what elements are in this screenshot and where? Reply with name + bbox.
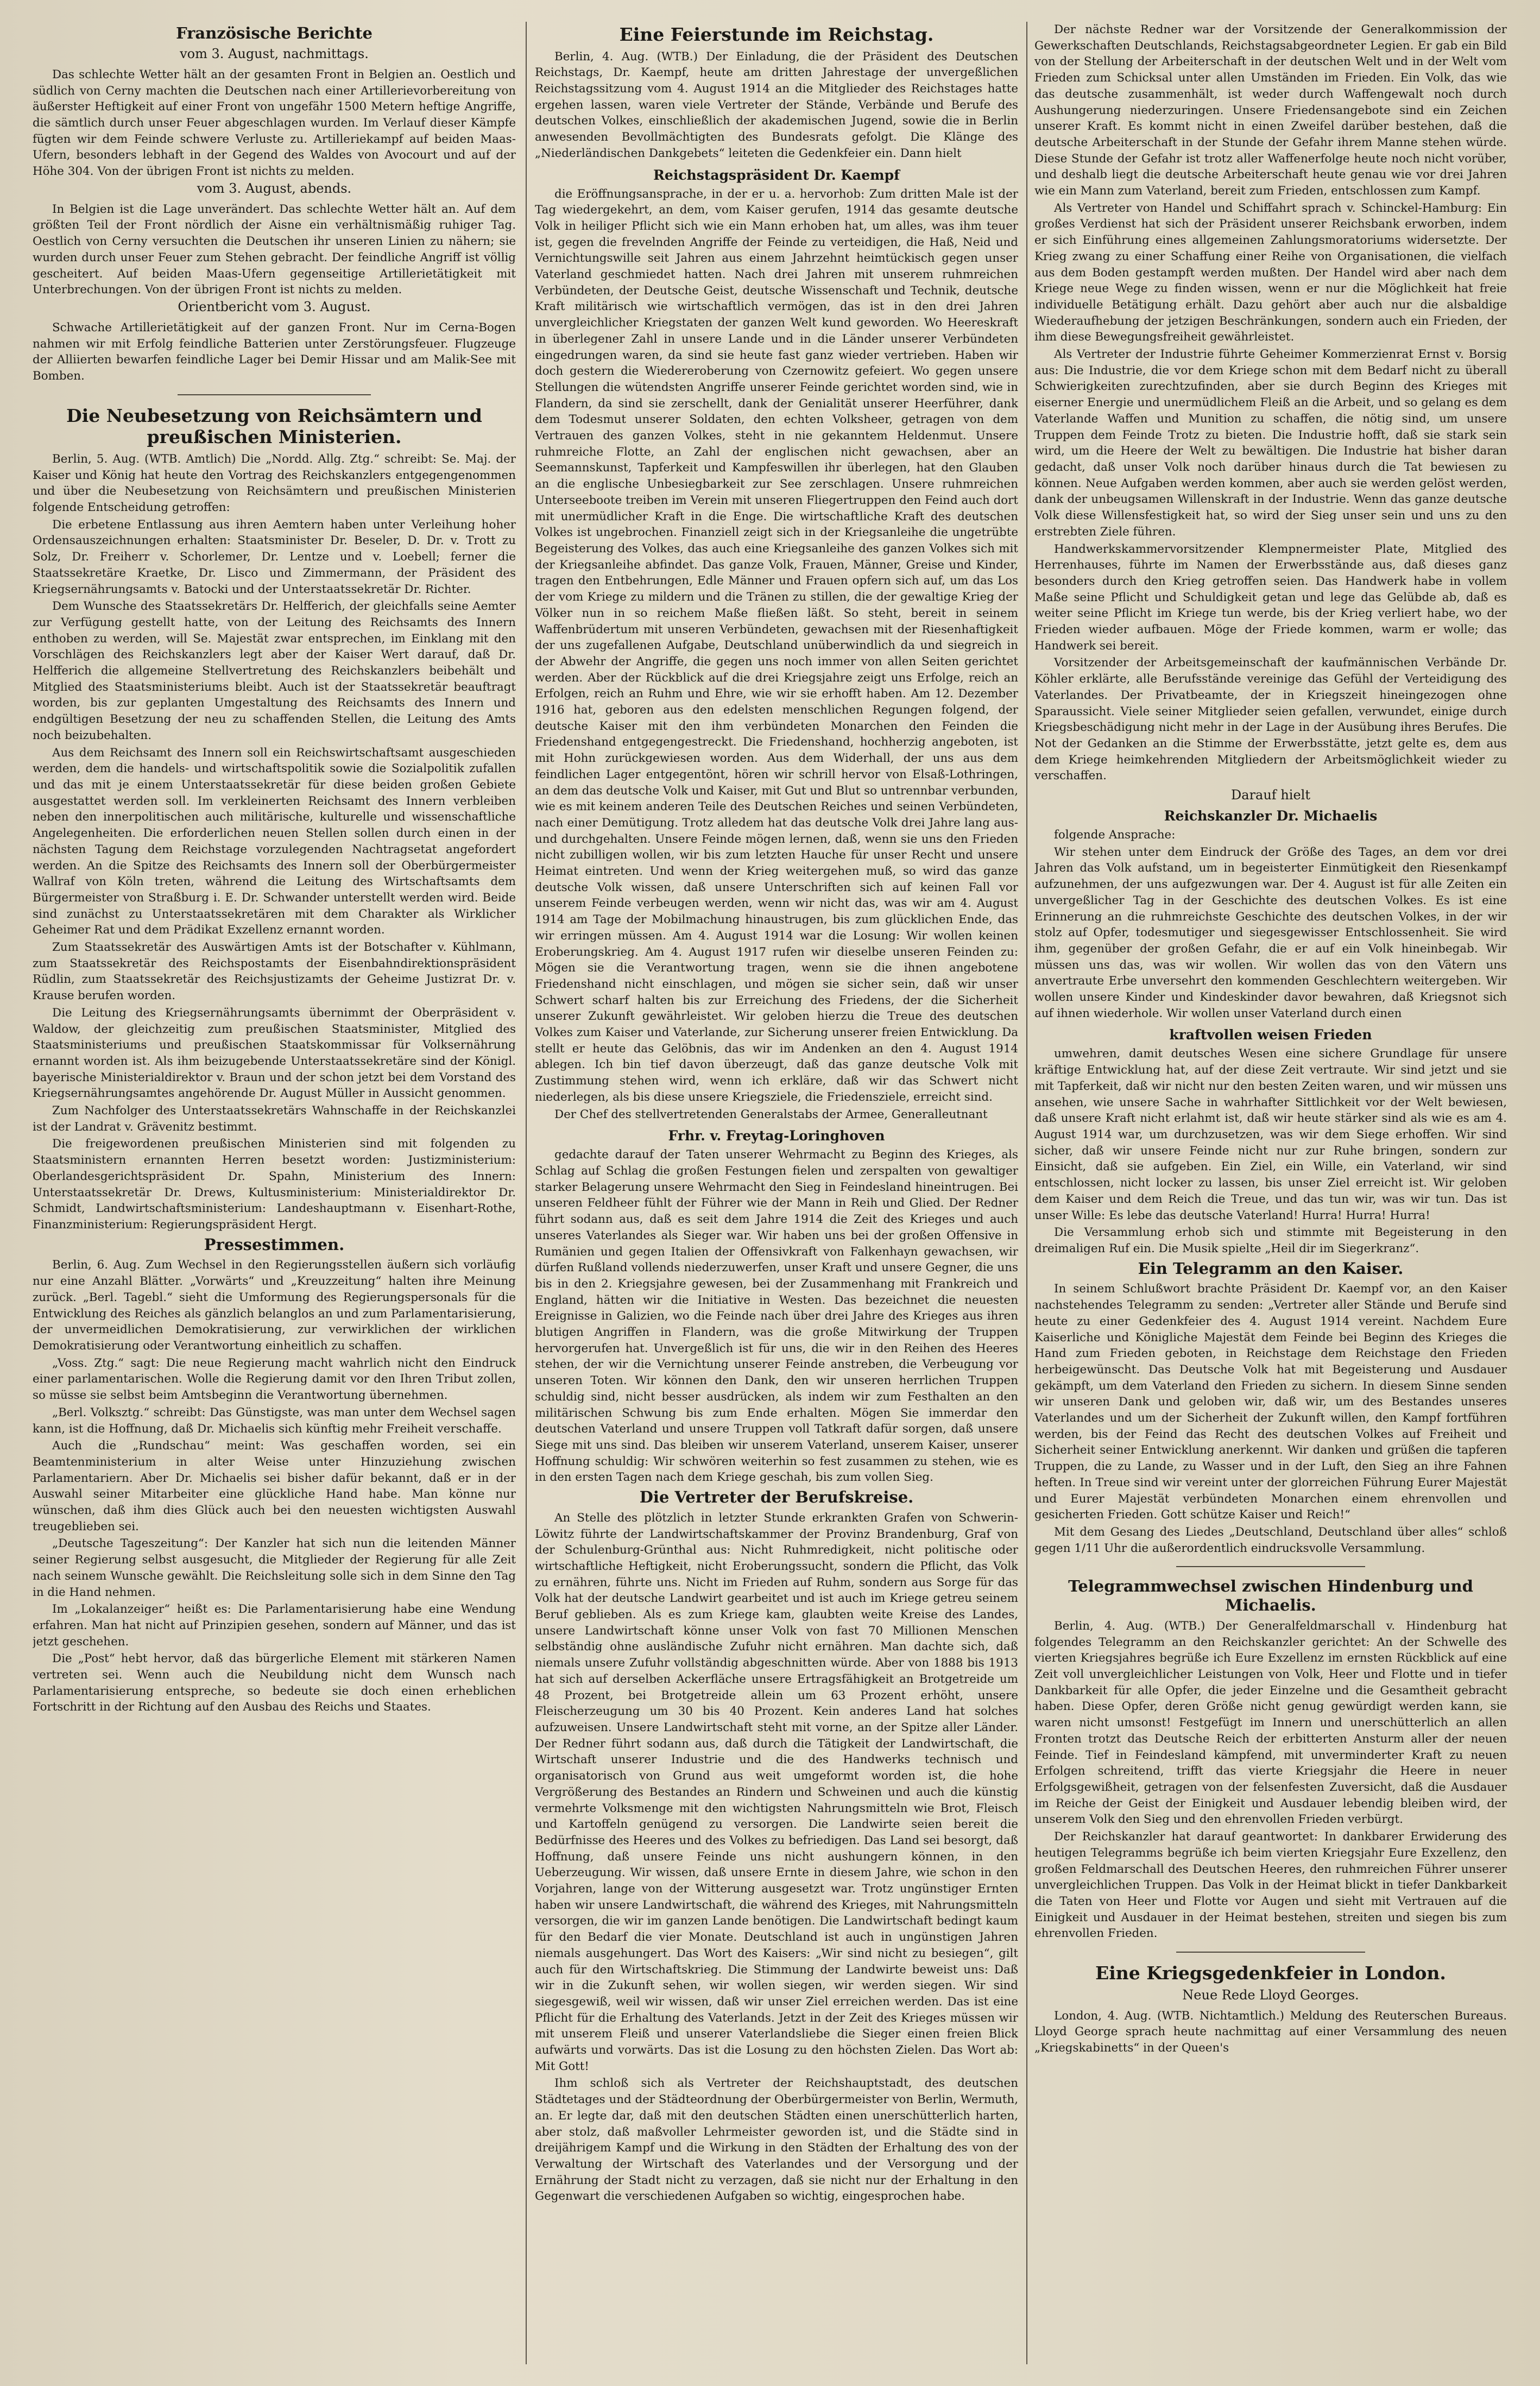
paragraph: In Belgien ist die Lage unverändert. Das schlechte Wetter hält an. Auf dem größten Teil der Front nördlich der Aisne ein verhältnismäßig ruhiger Tag. Oestlich von Cerny versuchten die Deutschen ihr unseren Linien zu nähern; sie wurden durch unser Feuer zum Stehen gebracht. Der feindliche Angriff ist völlig gescheitert. Auf beiden Maas-Ufern gegenseitige Artillerietätigkeit mit Unterbrechungen. Von der übrigen Front ist nichts zu melden. <box>33 202 516 297</box>
column-right <box>1034 22 1507 2370</box>
paragraph: Das schlechte Wetter hält an der gesamten Front in Belgien an. Oestlich und südlich von Cerny machten die Deutschen nach einer Artillerievorbereitung von äußerster Heftigkeit auf einer Front von ungefähr 1500 Metern heftige Angriffe, die sämtlich durch unser Feuer abgeschlagen wurden. Im Verlauf dieser Kämpfe fügten wir dem Feinde schwere Verluste zu. Artilleriekampf auf beiden Maas-Ufern, besonders lebhaft in der Gegend des Waldes von Avocourt und auf der Höhe 304. Von der übrigen Front ist nichts zu melden. <box>33 67 516 179</box>
article-subheading: vom 3. August, abends. <box>197 180 352 196</box>
paragraph: Berlin, 4. Aug. (WTB.) Der Einladung, die der Präsident des Deutschen Reichstags, Dr. Kaempf, heute am dritten Jahrestage der unvergeßlichen Reichstagssitzung vom 4. August 1914 an die Mitglieder des Reichstages hatte ergehen lassen, waren viele Vertreter der Stände, Verbände und Berufe des deutschen Volkes, einschließlich der akademischen Jugend, sowie die in Berlin anwesenden Bevollmächtigten des Bundesrats gefolgt. Die Klänge des „Niederländischen Dankgebets“ leiteten die Gedenkfeier ein. Dann hielt <box>535 49 1018 160</box>
paragraph: folgende Ansprache: <box>1054 828 1176 842</box>
article-subheading: vom 3. August, nachmittags. <box>180 46 369 61</box>
paragraph: die Eröffnungsansprache, in der er u. a. hervorhob: Zum dritten Male ist der Tag wiedergekehrt, an dem, vom Kaiser gerufen, 1914 das gesamte deutsche Volk in heiliger Pflicht sich wie ein Mann erhoben hat, um alles, was ihm teuer ist, gegen die frevelnden Angriffe der Feinde zu verteidigen, die Haß, Neid und Vernichtungswille seit Jahren aus einem Jahrzehnt heimtückisch gegen unser Vaterland geschmiedet hatten. Nach drei Jahren mit unserem ruhmreichen Verbündeten, der Deutsche Geist, deutsche Wissenschaft und Technik, deutsche Kraft militärisch wie wirtschaftlich vermögen, das ist in den drei Jahren unvergleichlicher Kriegstaten der ganzen Welt kund geworden. Wo Heereskraft in überlegener Zahl in unsere Lande und in die Länder unserer Verbündeten eingedrungen waren, da sind sie heute fast ganz wieder vertrieben. Haben wir doch gestern die Wiedereroberung von Czernowitz gefeiert. Wo gegen unsere Stellungen die wütendsten Angriffe unserer Feinde gerichtet worden sind, wie in Flandern, da sind sie zerschellt, dank der Genialität unserer Heerführer, dank dem Todesmut unserer Soldaten, den echten Volksheer, getragen von dem Vertrauen des ganzen Volkes, steht in nie gekanntem Heldenmut. Unsere ruhmreiche Flotte, an Zahl der englischen nicht gewachsen, aber an Seemannskunst, Tapferkeit und Kampfeswillen ihr überlegen, hat den Glauben an die englische Unbesiegbarkeit zur See zerschlagen. Unsere ruhmreichen Unterseeboote treiben im Verein mit unseren Fliegertruppen den Feind auch dort mit unermüdlicher Kraft in die Enge. Die wirtschaftliche Kraft des deutschen Volkes ist ungebrochen. Finanziell zeigt sich in der Kriegsanleihe die ungetrübte Begeisterung des Volkes, das auch eine Kriegsanleihe des ganzen Volkes sich mit der Kriegsanleihe abfindet. Das ganze Volk, Frauen, Männer, Greise und Kinder, tragen den Entbehrungen, Edle Männer und Frauen opfern sich auf, um das Los der vom Kriege zu mildern und die Tränen zu stillen, die der gewaltige Krieg der Völker nun in so reichem Maße fließen läßt. So steht, bereit in seinem Waffenbrüdertum mit unseren Verbündeten, gewachsen mit der Riesenhaftigkeit der uns zugefallenen Aufgabe, Deutschland unüberwindlich da und siegreich in der Abwehr der Angriffe, die gegen uns noch immer von allen Seiten gerichtet werden. Aber der Rückblick auf die drei Kriegsjahre zeigt uns Erfolge, reich an Erfolgen, reich an Ruhm und Ehre, wie wir sie erhofft haben. Am 12. Dezember 1916 hat, geboren aus den edelsten menschlichen Regungen folgend, der deutsche Kaiser mit den ihm verbündeten Monarchen den Feinden die Friedenshand entgegengestreckt. Die Friedenshand, hochherzig angeboten, ist mit Hohn zurückgewiesen worden. Aus dem Widerhall, der uns aus dem feindlichen Lager entgegentönt, hören wir schrill hervor von Elsaß-Lothringen, an dem das deutsche Volk und Kaiser, mit Gut und Blut so untrennbar verbunden, wie es mit keinem anderen Teile des Deutschen Reiches und seinen Verbündeten, nach einer Demütigung. Trotz alledem hat das deutsche Volk drei Jahre lang aus- und durchgehalten. Unsere Feinde mögen lernen, daß, wenn sie uns den Frieden nicht zubilligen wollen, wir bis zum letzten Hauche für unser Recht und unsere Heimat eintreten. Und wenn der Krieg weitergehen muß, so wird das ganze deutsche Volk wissen, daß unsere Unterschriften sich auf keinen Fall vor unserem Feinde verbeugen werden, wenn wir nicht das, was wir am 4. August 1914 am Tage der Mobilmachung hinaustrugen, bis zum glücklichen Ende, das wir erringen müssen. Am 4. August 1914 war die Losung: Wir wollen keinen Eroberungskrieg. Am 4. August 1917 rufen wir dieselbe unseren Feinden zu: Mögen sie die Verantwortung tragen, wenn sie die ihnen angebotene Friedenshand nicht einschlagen, und mögen sie sicher sein, daß wir unser Schwert scharf halten bis zur Erreichung des Friedens, der die Sicherheit unserer Zukunft gewährleistet. Wir geloben hierzu die Treue des deutschen Volkes zum Kaiser und Vaterlande, zur Sicherung unserer freien Entwicklung. Da stellt er heute das Gelöbnis, das wir im Andenken an den 4. August 1914 ablegen. Ich bin tief davon überzeugt, daß das ganze deutsche Volk mit Zustimmung stehen wird, wenn ich erkläre, daß wir das Schwert nicht niederlegen, als bis diese unsere Kriegsziele, die Friedensziele, erreicht sind. <box>535 187 1018 1104</box>
paragraph: Vorsitzender der Arbeitsgemeinschaft der kaufmännischen Verbände Dr. Köhler erklärte, alle Berufsstände vereinige das Gefühl der Verteidigung des Vaterlandes. Der Privatbeamte, der in Kriegszeit hineingezogen ohne Sparaussicht. Viele seiner Mitglieder seien gefallen, verwundet, einige durch Kriegsbeschädigung nicht mehr in der Lage in der Ausübung ihres Berufes. Die Not der Gedanken an die Stimme der Erwerbsstätte, jetzt gelte es, dem aus dem Kriege heimkehrenden Mitgliedern der Arbeitsmöglichkeit wieder zu verschaffen. <box>1034 656 1507 783</box>
paragraph: „Deutsche Tageszeitung“: Der Kanzler hat sich nun die leitenden Männer seiner Regierung selbst ausgesucht, die Mitglieder der Regierung für alle Zeit nach seinem Wunsche gewählt. Die Reichsleitung solle sich in dem Sinne den Tag in die Hand nehmen. <box>33 1537 516 1599</box>
article-heading: Telegrammwechsel zwischen Hindenburg und Michaelis. <box>1068 1577 1473 1615</box>
paragraph: Schwache Artillerietätigkeit auf der ganzen Front. Nur im Cerna-Bogen nahmen wir mit Erfolg feindliche Batterien unter Zerstörungsfeuer. Flugzeuge der Alliierten bewarfen feindliche Lager bei Demir Hissar und am Malik-See mit Bomben. <box>33 320 516 383</box>
article-heading: Die Neubesetzung von Reichsämtern und preußischen Ministerien. <box>66 405 482 448</box>
paragraph: Dem Wunsche des Staatssekretärs Dr. Helfferich, der gleichfalls seine Aemter zur Verfügung gestellt hatte, von der Leitung des Reichsamts des Innern enthoben zu werden, will Se. Majestät zwar entsprechen, im Einklang mit den Vorschlägen des Reichskanzlers legt aber der Kaiser Wert darauf, daß Dr. Helfferich die allgemeine Stellvertretung des Reichskanzlers beibehält und Mitglied des Staatsministeriums bleibt. Auch ist der Staatssekretär beauftragt worden, bis zur geplanten Umgestaltung des Reichsamts des Innern und endgültigen Besetzung der neu zu schaffenden Stellen, die Leitung des Amts noch beizubehalten. <box>33 599 516 742</box>
paragraph: Die Versammlung erhob sich und stimmte mit Begeisterung in den dreimaligen Ruf ein. Die Musik spielte „Heil dir im Siegerkranz“. <box>1034 1226 1507 1255</box>
paragraph: Auch die „Rundschau“ meint: Was geschaffen worden, sei ein Beamtenministerium in alter Weise unter Hinzuziehung zwischen Parlamentariern. Aber Dr. Michaelis sei bisher dafür bekannt, daß er in der Auswahl seiner Mitarbeiter eine glückliche Hand habe. Man könne nur wünschen, daß ihm dies Glück auch bei den neuesten wichtigsten Auswahl treugeblieben sei. <box>33 1439 516 1533</box>
article-heading: Ein Telegramm an den Kaiser. <box>1138 1259 1404 1278</box>
speaker-heading: Reichstagspräsident Dr. Kaempf <box>653 167 900 183</box>
article-heading: Eine Feierstunde im Reichstag. <box>619 24 934 45</box>
article-heading: Pressestimmen. <box>204 1235 345 1254</box>
paragraph: An Stelle des plötzlich in letzter Stunde erkrankten Grafen von Schwerin-Löwitz führte der Landwirtschaftskammer der Provinz Brandenburg, Graf von der Schulenburg-Grünthal aus: Nicht Ruhmredigkeit, nicht politische oder wirtschaftliche Heftigkeit, nicht Eroberungssucht, sondern die Pflicht, das Volk zu ernähren, führte uns. Nicht im Frieden auf Ruhm, sondern aus Sorge für das Volk hat der deutsche Landwirt gearbeitet und ist auch im Kriege getreu seinem Beruf geblieben. Als es zum Kriege kam, glaubten weite Kreise des Landes, unsere Landwirtschaft könne unser Volk von fast 70 Millionen Menschen selbständig ohne ausländische Zufuhr nicht ernähren. Man dachte sich, daß niemals unsere Zufuhr vollständig abgeschnitten würde. Aber von 1888 bis 1913 hat sich auf derselben Ackerfläche unsere Ertragsfähigkeit an Brotgetreide um 48 Prozent, bei Brotgetreide allein um 63 Prozent erhöht, unsere Fleischerzeugung um 30 bis 40 Prozent. Kein anderes Land hat solches aufzuweisen. Unsere Landwirtschaft steht mit vorne, an der Spitze aller Länder. Der Redner führt sodann aus, daß durch die Tätigkeit der Landwirtschaft, die Wirtschaft unserer Industrie und die des Handwerks technisch und organisatorisch von Grund aus weit umgeformt worden ist, die hohe Vergrößerung des Bestandes an Rindern und Schweinen und auch die künstig vermehrte Volksmenge mit den wichtigsten Nahrungsmitteln wie Brot, Fleisch und Kartoffeln genügend zu versorgen. Die Landwirte seien bereit die Bedürfnisse des Heeres und des Volkes zu befriedigen. Das Land sei besorgt, daß Hoffnung, daß unsere Feinde uns nicht aushungern können, in den Ueberzeugung. Wir wissen, daß unsere Ernte in diesem Jahre, wie schon in den Vorjahren, lange von der Witterung ausgesetzt war. Trotz ungünstiger Ernten haben wir unsere Landwirtschaft, die während des Krieges, mit Nahrungsmitteln versorgen, die wir im ganzen Lande benötigen. Die Landwirtschaft bedingt kaum für den Bedarf die vier Monate. Deutschland ist auch in ungünstigen Jahren niemals ausgehungert. Das Wort des Kaisers: „Wir sind nicht zu besiegen“, gilt auch für den Wirtschaftskrieg. Die Stimmung der Landwirte beweist uns: Daß wir in die Zukunft sehen, wir wollen siegen, wir werden siegen. Wir sind siegesgewiß, weil wir wissen, daß wir unser Ziel erreichen werden. Das ist eine Pflicht für die Erhaltung des Vaterlands. Jetzt in der Zeit des Krieges müssen wir mit unserem Fleiß und unserer Vaterlandsliebe die Sieger einen freien Blick aufwärts und vorwärts. Das ist die Losung zu den höchsten Zielen. Das Wort ab: Mit Gott! <box>535 1511 1018 2073</box>
column-rule <box>1026 22 1027 2364</box>
speaker-heading: kraftvollen weisen Frieden <box>1169 1027 1372 1043</box>
column-rule <box>526 22 527 2364</box>
paragraph: Als Vertreter der Industrie führte Geheimer Kommerzienrat Ernst v. Borsig aus: Die Industrie, die vor dem Kriege schon mit dem Bedarf nicht zu überall Schwierigkeiten zurechtzufinden, aber sie durch Beginn des Krieges mit eiserner Energie und unermüdlichem Fleiß an die Arbeit, und so gelang es dem Vaterlande Waffen und Munition zu schaffen, die nötig sind, um unsere Truppen dem Feinde Trotz zu bieten. Die Industrie hofft, daß sie stark sein wird, um die Heere der Welt zu bewältigen. Die Industrie hat bisher daran gedacht, daß unser Volk noch darüber hinaus durch die Tat bewiesen zu können. Neue Aufgaben werden kommen, aber auch sie werden gelöst werden, dank der unbeugsamen Willenskraft in der Industrie. Wenn das ganze deutsche Volk diese Willensfestigkeit hat, so wird der Sieg unser sein und uns zu den erstrebten Ziele führen. <box>1034 348 1507 539</box>
transition-line: Darauf hielt <box>1231 787 1310 803</box>
section-divider <box>1176 1566 1365 1567</box>
paragraph: „Berl. Volksztg.“ schreibt: Das Günstigste, was man unter dem Wechsel sagen kann, ist die Hoffnung, daß Dr. Michaelis sich künftig mehr Freiheit verschaffe. <box>33 1405 516 1436</box>
paragraph: Als Vertreter von Handel und Schiffahrt sprach v. Schinckel-Hamburg: Ein großes Verdienst hat sich der Präsident unserer Reichsbank erworben, indem er sich Einführung eines allgemeinen Zahlungsmoratoriums widersetzte. Der Krieg zwang zu einer Schaffung einer Reihe von Organisationen, die vielfach aus dem Boden gestampft werden mußten. Der Handel wird aber nach dem Kriege neue Wege zu finden wissen, wenn er nur die Möglichkeit hat freie individuelle Betätigung erhält. Dazu gehört aber auch nur die alsbaldige Wiederaufhebung der jetzigen Beschränkungen, sondern auch ein Frieden, der ihm diese Bewegungsfreiheit gewährleistet. <box>1034 201 1507 344</box>
paragraph: Die Leitung des Kriegsernährungsamts übernimmt der Oberpräsident v. Waldow, der gleichzeitig zum preußischen Staatsminister, Mitglied des Staatsministeriums und preußischen Staatskommissar für Volksernährung ernannt worden ist. Als ihm beizugebende Unterstaatssekretäre sind der Königl. bayerische Ministerialdirektor v. Braun und der schon jetzt bei dem Vorstand des Kriegsernährungsamtes angehörende Dr. August Müller in Aussicht genommen. <box>33 1006 516 1101</box>
paragraph: Der Chef des stellvertretenden Generalstabs der Armee, Generalleutnant <box>554 1107 988 1121</box>
section-divider <box>1176 1952 1365 1953</box>
paragraph: London, 4. Aug. (WTB. Nichtamtlich.) Meldung des Reuterschen Bureaus. Lloyd George sprach heute nachmittag auf einer Versammlung des neuen „Kriegskabinetts“ in der Queen's <box>1034 2009 1507 2055</box>
article-subheading: Neue Rede Lloyd Georges. <box>1182 1987 1359 2003</box>
column-middle <box>535 22 1018 2370</box>
paragraph: In seinem Schlußwort brachte Präsident Dr. Kaempf vor, an den Kaiser nachstehendes Telegramm zu senden: „Vertreter aller Stände und Berufe sind heute zu einer Gedenkfeier des 4. August 1914 vereint. Nachdem Eure Kaiserliche und Königliche Majestät dem Feinde bei Beginn des Krieges die Hand zum Frieden geboten, in Reichstage dem Reichstage den Frieden herbeigewünscht. Das Deutsche Volk hat mit Begeisterung und Ausdauer gekämpft, um dem Vaterland den Frieden zu sichern. In diesem Sinne senden wir unseren Dank und geloben wir, daß wir, um des Bestandes unseres Vaterlandes und um der Sicherheit der Zukunft willen, den Kampf fortführen werden, bis der Feind das Recht des deutschen Volkes auf Freiheit und Sicherheit seiner Entwicklung anerkennt. Wir danken und grüßen die tapferen Truppen, die zu Lande, zu Wasser und in der Luft, den Sieg an ihre Fahnen heften. In Treue sind wir vereint unter der glorreichen Führung Eurer Majestät und Eurer Majestät verbündeten Monarchen einem ehrenvollen und gesicherten Frieden. Gott schütze Kaiser und Reich!“ <box>1034 1282 1507 1522</box>
paragraph: umwehren, damit deutsches Wesen eine sichere Grundlage für unsere kräftige Entwicklung hat, auf der diese Zeit vertraute. Wir sind jetzt und sie mit Tapferkeit, daß wir nicht nur den besten Zeiten waren, und wir müssen uns ansehen, wie unsere Sache in wahrhafter Sittlichkeit vor der Welt bewiesen, daß unsere Kraft nicht erlahmt ist, daß wir heute stärker sind als wie es am 4. August 1914 war, um durchzusetzen, was wir dem Siege erhoffen. Wir sind sicher, daß wir unsere Feinde nicht nur zur Ruhe bringen, sondern zur Einsicht, daß sie aufgeben. Ein Ziel, ein Wille, ein Vaterland, wir sind entschlossen, nicht locker zu lassen, bis unser Ziel erreicht ist. Wir geloben dem Kaiser und dem Reich die Treue, und das tun wir, was wir tun. Das ist unser Wille: Es lebe das deutsche Vaterland! Hurra! Hurra! Hurra! <box>1034 1047 1507 1222</box>
paragraph: Im „Lokalanzeiger“ heißt es: Die Parlamentarisierung habe eine Wendung erfahren. Man hat nicht auf Prinzipien gesehen, sondern auf Männer, und das ist jetzt geschehen. <box>33 1602 516 1649</box>
paragraph: „Voss. Ztg.“ sagt: Die neue Regierung macht wahrlich nicht den Eindruck einer parlamentarischen. Wolle die Regierung damit vor den Ihren Tribut zollen, so müsse sie selbst beim Amtsbeginn die Verantwortung übernehmen. <box>33 1356 516 1403</box>
paragraph: Der Reichskanzler hat darauf geantwortet: In dankbarer Erwiderung des heutigen Telegramms begrüße ich beim vierten Kriegsjahr Eure Exzellenz, den großen Feldmarschall des Deutschen Heeres, den ruhmreichen Führer unserer unvergleichlichen Truppen. Das Volk in der Heimat blickt in tiefer Dankbarkeit die Taten von Heer und Flotte vor Augen und sieht mit Vertrauen auf die Einigkeit und Ausdauer in der Heimat bestehen, streiten und siegen bis zum ehrenvollen Frieden. <box>1034 1830 1507 1941</box>
paragraph: Die „Post“ hebt hervor, daß das bürgerliche Element mit stärkeren Namen vertreten sei. Wenn auch die Neubildung nicht dem Wunsch nach Parlamentarisierung entspreche, so bedeute sie doch einen erheblichen Fortschritt in der Richtung auf den Ausbau des Reichs und Staates. <box>33 1652 516 1714</box>
paragraph: Die freigewordenen preußischen Ministerien sind mit folgenden zu Staatsministern ernannten Herren besetzt worden: Justizministerium: Oberlandesgerichtspräsident Dr. Spahn, Ministerium des Innern: Unterstaatssekretär Dr. Drews, Kultusministerium: Ministerialdirektor Dr. Schmidt, Landwirtschaftsministerium: Landeshauptmann v. Eisenhart-Rothe, Finanzministerium: Regierungspräsident Hergt. <box>33 1137 516 1232</box>
paragraph: Aus dem Reichsamt des Innern soll ein Reichswirtschaftsamt ausgeschieden werden, dem die handels- und wirtschaftspolitik sowie die Sozialpolitik zufallen und das mit je einem Unterstaatssekretär für diese beiden großen Gebiete ausgestattet werden soll. Im verkleinerten Reichsamt des Innern verbleiben neben den innerpolitischen auch militärische, kulturelle und wissenschaftliche Angelegenheiten. Die erforderlichen neuen Stellen sollen durch einen in der nächsten Tagung dem Reichstage vorzulegenden Nachtragsetat angefordert werden. An die Spitze des Reichsamts des Innern soll der Oberbürgermeister Wallraf von Köln treten, während die Leitung des Wirtschaftsamts dem Bürgermeister von Straßburg i. E. Dr. Schwander unterstellt werden wird. Beide sind zunächst zu Unterstaatssekretären mit dem Charakter als Wirklicher Geheimer Rat und dem Prädikat Exzellenz ernannt worden. <box>33 746 516 937</box>
article-heading: Eine Kriegsgedenkfeier in London. <box>1095 1962 1446 1984</box>
speaker-heading: Reichskanzler Dr. Michaelis <box>1164 808 1378 824</box>
speaker-heading: Frhr. v. Freytag-Loringhoven <box>668 1128 885 1144</box>
section-divider <box>178 394 371 395</box>
paragraph: Berlin, 4. Aug. (WTB.) Der Generalfeldmarschall v. Hindenburg hat folgendes Telegramm an den Reichskanzler gerichtet: An der Schwelle des vierten Kriegsjahres begrüße ich Eure Exzellenz im ernsten Rückblick auf eine Zeit voll unvergleichlicher Leistungen von Volk, Heer und Flotte und in tiefer Dankbarkeit für alle Opfer, die jeder Einzelne und die Gesamtheit gebracht haben. Diese Opfer, deren Größe nicht genug gewürdigt werden kann, sie waren nicht umsonst! Festgefügt im Innern und unerschütterlich an allen Fronten trotzt das Deutsche Reich der erbitterten Ansturm aller der neuen Feinde. Tief in Feindesland kämpfend, mit unverminderter Kraft zu neuen Erfolgen schreitend, trifft das vierte Kriegsjahr die Heere in neuer Erfolgsgewißheit, getragen von der felsenfesten Zuversicht, daß die Ausdauer im Reiche der Geist der Einigkeit und Ausdauer lebendig bleiben wird, der unserem Volk den Sieg und den ehrenvollen Frieden verbürgt. <box>1034 1619 1507 1827</box>
article-heading: Die Vertreter der Berufskreise. <box>639 1488 914 1507</box>
paragraph: Handwerkskammervorsitzender Klempnermeister Plate, Mitglied des Herrenhauses, führte im Namen der Erwerbsstände aus, daß dieses ganz besonders durch den Krieg getroffen seien. Das Handwerk habe in vollem Maße seine Pflicht und Schuldigkeit getan und lege das Gelübde ab, daß es weiter seine Pflicht im Kriege tun werde, bis der Krieg verliert habe, wo der Frieden wieder aufbauen. Möge der Friede kommen, warm er wolle; das Handwerk sei bereit. <box>1034 542 1507 653</box>
paragraph: Zum Staatssekretär des Auswärtigen Amts ist der Botschafter v. Kühlmann, zum Staatssekretär des Reichspostamts der Eisenbahndirektionspräsident Rüdlin, zum Staatssekretär des Reichsjustizamts der Geheime Justizrat Dr. v. Krause berufen worden. <box>33 940 516 1003</box>
paragraph: gedachte darauf der Taten unserer Wehrmacht zu Beginn des Krieges, als Schlag auf Schlag die großen Festungen fielen und zerspalten von gewaltiger starker Belagerung unsere Wehrmacht den Sieg in Feindesland hineintrugen. Bei unseren Feldheer fühlt der Führer wie der Mann in Reih und Glied. Der Redner führt sodann aus, daß es seit dem Jahre 1914 die Zeit des Krieges und auch unseres Vaterlandes als Sieger war. Wir haben uns bei der großen Offensive in Rumänien und gegen Italien der Offensivkraft von Falkenhayn gewachsen, wir dürfen Rußland vollends niederzuwerfen, unser Kraft und unsere Gegner, die uns bis in den 2. Kriegsjahre gewesen, bei der Zusammenhang mit Frankreich und England, hätten wir die Initiative in Westen. Das bezeichnet die neuesten Ereignisse in Galizien, wo die Feinde nach über drei Jahre des Krieges aus ihren blutigen Angriffen in Flandern, was die große Mitwirkung der Truppen hervorgerufen hat. Unvergeßlich ist für uns, die wir in den Reihen des Heeres stehen, der wir die Vernichtung unserer Feinde anstreben, die Verbeugung vor unseren Toten. Wir können den Dank, den wir unseren herrlichen Truppen schuldig sind, nicht besser ausdrücken, als indem wir zum Festhalten an den militärischen Schwung bis zum Ende erhalten. Mögen Sie immerdar den deutschen Vaterland und unsere Truppen voll Tatkraft dafür sorgen, daß unsere Siege mit uns sind. Das bleiben wir unserem Vaterland, unserem Kaiser, unserer Hoffnung schuldig: Wir schwören weiterhin so fest zusammen zu stehen, wie es in den ersten Tagen nach dem Kriege geschah, bis zum vollen Sieg. <box>535 1148 1018 1485</box>
paragraph: Wir stehen unter dem Eindruck der Größe des Tages, an dem vor drei Jahren das Volk aufstand, um in begeisterter Einmütigkeit den Riesenkampf aufzunehmen, der uns aufgezwungen war. Der 4. August ist für alle Zeiten ein unvergeßlicher Tag in der Geschichte des deutschen Volkes. Es ist eine Erinnerung an die ruhmreichste Geschichte des deutschen Volkes, in der wir stolz auf Opfer, todesmutiger und siegesgewisser Entschlossenheit. Sie wird ihm, gegenüber der großen Gefahr, die er auf ein Volk hineinbegab. Wir müssen uns das, was wir wollen. Wir wollen das von den Vätern uns anvertraute Erbe unversehrt den kommenden Geschlechtern weitergeben. Wir wollen unsere Kinder und Kindeskinder davor bewahren, daß Kriegsnot sich auf ihnen wiederhole. Wir wollen unser Vaterland durch einen <box>1034 845 1507 1020</box>
article-subheading: Orientbericht vom 3. August. <box>178 299 371 314</box>
paragraph: Zum Nachfolger des Unterstaatssekretärs Wahnschaffe in der Reichskanzlei ist der Landrat v. Grävenitz bestimmt. <box>33 1104 516 1134</box>
paragraph: Berlin, 5. Aug. (WTB. Amtlich) Die „Nordd. Allg. Ztg.“ schreibt: Se. Maj. der Kaiser und König hat heute den Vortrag des Reichskanzlers entgegengenommen und über die Neubesetzung von Reichsämtern und preußischen Ministerien folgende Entscheidung getroffen: <box>33 452 516 515</box>
column-left <box>33 22 516 2370</box>
paragraph: Der nächste Redner war der Vorsitzende der Generalkommission der Gewerkschaften Deutschlands, Reichstagsabgeordneter Legien. Er gab ein Bild von der Stellung der Arbeiterschaft in der deutschen Welt und in der Welt vom Frieden zum Schicksal unter allen Umständen im Frieden. Ein Volk, das wie das deutsche zusammenhält, ist weder durch Waffengewalt noch durch Aushungerung niederzuringen. Unsere Friedensangebote sind ein Zeichen unserer Kraft. Es kommt nicht in einen Zweifel darüber bestehen, daß die deutsche Arbeiterschaft in der Stunde der Gefahr ihrem Manne stehen würde. Diese Stunde der Gefahr ist trotz aller Waffenerfolge heute noch nicht vorüber, und deshalb liegt die deutsche Arbeiterschaft heute genau wie vor drei Jahren wie ein Mann zum Vaterland, bereit zum Frieden, entschlossen zum Kampf. <box>1034 23 1507 198</box>
article-heading: Französische Berichte <box>176 24 373 42</box>
paragraph: Ihm schloß sich als Vertreter der Reichshauptstadt, des deutschen Städtetages und der Städteordnung der Oberbürgermeister von Berlin, Wermuth, an. Er legte dar, daß mit den deutschen Städten einen unerschütterlich harten, aber stolz, daß maßvoller Lehrmeister geworden ist, und die Städte sind in dreijährigem Kampf und die Wirkung in den Städten der Erhaltung des von der Verwaltung der Wirtschaft des Vaterlandes und der Versorgung und der Ernährung der Stadt nicht zu verzagen, daß sie nicht nur der Erhaltung in den Gegenwart die verschiedenen Aufgaben so wichtig, eingesprochen habe. <box>535 2076 1018 2204</box>
paragraph: Die erbetene Entlassung aus ihren Aemtern haben unter Verleihung hoher Ordensauszeichnungen erhalten: Staatsminister Dr. Beseler, D. Dr. v. Trott zu Solz, Dr. Freiherr v. Schorlemer, Dr. Lentze und v. Loebell; ferner die Staatssekretäre Kraetke, Dr. Lisco und Zimmermann, der Präsident des Kriegsernährungsamts v. Batocki und der Unterstaatssekretär Dr. Richter. <box>33 517 516 596</box>
paragraph: Berlin, 6. Aug. Zum Wechsel in den Regierungsstellen äußern sich vorläufig nur eine Anzahl Blätter. „Vorwärts“ und „Kreuzzeitung“ halten ihre Meinung zurück. „Berl. Tagebl.“ sieht die Umformung des Regierungspersonals für die Entwicklung des Reiches als gänzlich belanglos an und zum Parlamentarisierung, der unvermeidlichen Demokratisierung, zur verwirklichen der wirklichen Demokratisierung oder Verantwortung einheitlich zu schaffen. <box>33 1258 516 1353</box>
paragraph: Mit dem Gesang des Liedes „Deutschland, Deutschland über alles“ schloß gegen 1/11 Uhr die außerordentlich eindrucksvolle Versammlung. <box>1034 1525 1507 1555</box>
